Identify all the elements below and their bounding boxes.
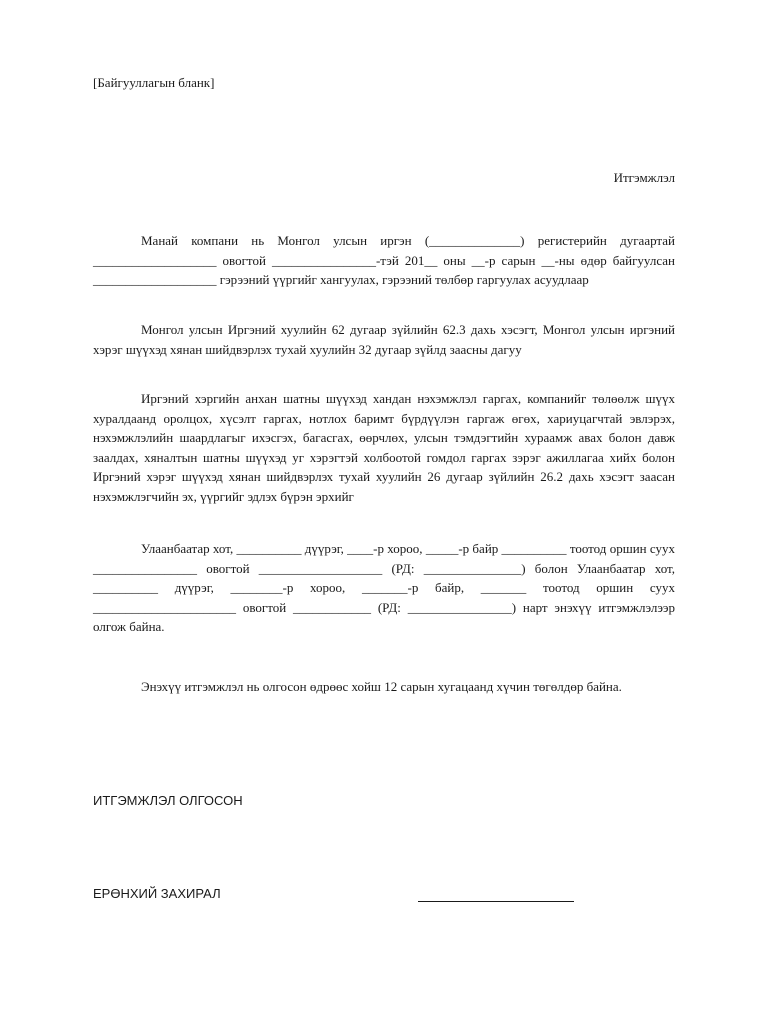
paragraph-representatives: Улаанбаатар хот, __________ дүүрэг, ____-р хороо, _____-р байр __________ тоотод оршин суух ________________ овогтой ___________________ (РД: _______________) болон Улаанбаатар хот, __________ дүүрэг, ________-р хороо, _______-р байр, _______ тоотод оршин суух ______________________ овогтой ____________ (РД: ________________) нарт энэхүү итгэмжлэлээр олгож байна. [93,541,675,634]
letterhead-placeholder: [Байгууллагын бланк] [93,75,215,90]
issuer-label: ИТГЭМЖЛЭЛ ОЛГОСОН [93,793,243,808]
document-title: Итгэмжлэл [613,170,675,185]
director-label: ЕРӨНХИЙ ЗАХИРАЛ [93,886,221,901]
paragraph-legal-basis: Монгол улсын Иргэний хуулийн 62 дугаар зүйлийн 62.3 дахь хэсэгт, Монгол улсын иргэний хэрэг шүүхэд хянан шийдвэрлэх тухай хуулийн 32 дугаар зүйлд заасны дагуу [93,322,675,357]
paragraph-powers: Иргэний хэргийн анхан шатны шүүхэд хандан нэхэмжлэл гаргах, компанийг төлөөлж шүүх хуралдаанд оролцох, хүсэлт гаргах, нотлох баримт бүрдүүлэн гаргаж өгөх, хариуцагчтай эвлэрэх, нэхэмжлэлийн шаардлагыг ихэсгэх, багасгах, өөрчлөх, улсын тэмдэгтийн хураамж авах болон давж заалдах, хяналтын шатны шүүхэд уг хэрэгтэй холбоотой гомдол гаргах зэрэг ажиллагаа хийх болон Иргэний хэрэг шүүхэд хянан шийдвэрлэх тухай хуулийн 26 дугаар зүйлийн 26.2 дахь хэсэгт заасан нэхэмжлэгчийн эх, үүргийг эдлэх бүрэн эрхийг [93,391,675,504]
paragraph-validity: Энэхүү итгэмжлэл нь олгосон өдрөөс хойш 12 сарын хугацаанд хүчин төгөлдөр байна. [141,679,622,694]
paragraph-company-contract: Манай компани нь Монгол улсын иргэн (______________) регистерийн дугаартай ___________________ овогтой ________________-тэй 201__ оны __-р сарын __-ны өдөр байгуулсан ___________________ гэрээний үүргийг хангуулах, гэрээний төлбөр гаргуулах асуудлаар [93,233,675,287]
signature-line [418,901,574,902]
